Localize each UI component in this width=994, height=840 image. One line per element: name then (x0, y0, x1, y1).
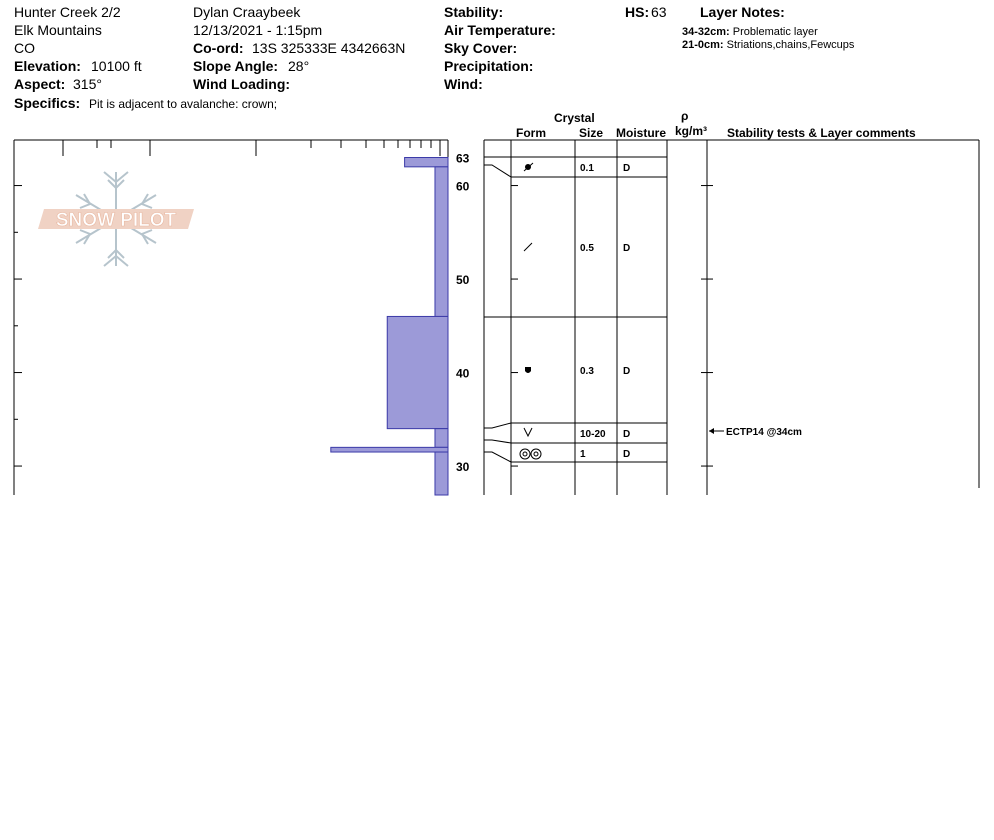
observation-datetime: 12/13/2021 - 1:15pm (193, 22, 323, 38)
hardness-bar (435, 452, 448, 495)
layer-connector (484, 423, 511, 428)
hardness-bar (387, 316, 448, 428)
arrow-head-icon (709, 428, 714, 434)
layer-table (484, 140, 979, 495)
hardness-bar (435, 429, 448, 448)
mountain-range: Elk Mountains (14, 22, 102, 38)
layer-note-range: 34-32cm: (682, 26, 730, 38)
stability-comments-header: Stability tests & Layer comments (727, 126, 916, 140)
precipitation-label: Precipitation: (444, 58, 534, 74)
logo-text: SNOW PILOT (55, 210, 177, 231)
rounded-grain-icon-inner (523, 452, 527, 456)
layer-size: 1 (580, 449, 586, 460)
air-temperature-label: Air Temperature: (444, 22, 556, 38)
hardness-bar (435, 167, 448, 317)
elevation-label: Elevation: (14, 58, 81, 74)
moisture-header: Moisture (616, 126, 667, 140)
layer-size: 0.3 (580, 366, 594, 377)
layer-size: 0.5 (580, 243, 594, 254)
specifics-value: Pit is adjacent to avalanche: crown; (89, 97, 278, 111)
hardness-profile (331, 158, 448, 496)
hardness-bar (405, 158, 448, 167)
location-name: Hunter Creek 2/2 (14, 4, 121, 20)
aspect-label: Aspect: (14, 76, 66, 92)
layer-moisture: D (623, 243, 631, 254)
sky-cover-label: Sky Cover: (444, 40, 518, 56)
layer-moisture: D (623, 163, 631, 174)
hardness-axes (14, 140, 448, 495)
layer-size: 10-20 (580, 429, 606, 440)
rounded-grain-icon (520, 449, 530, 459)
layer-notes-title: Layer Notes: (700, 4, 785, 20)
aspect-value: 315° (73, 76, 102, 92)
state: CO (14, 40, 35, 56)
depth-tick-label: 30 (456, 460, 470, 475)
depth-axis (456, 152, 470, 475)
coord-label: Co-ord: (193, 40, 244, 56)
form-header: Form (516, 126, 546, 140)
elevation-value: 10100 ft (91, 58, 142, 74)
layer-size: 0.1 (580, 163, 594, 174)
hs-label: HS: (625, 4, 650, 20)
wind-label: Wind: (444, 76, 483, 92)
depth-tick-label: 60 (456, 179, 470, 194)
slope-angle-value: 28° (288, 58, 310, 74)
coord-value: 13S 325333E 4342663N (252, 40, 406, 56)
decomposing-fragments-icon (524, 243, 532, 251)
depth-tick-label: 40 (456, 366, 470, 381)
depth-tick-label: 50 (456, 273, 470, 288)
rounded-grain-icon (531, 449, 541, 459)
stability-label: Stability: (444, 4, 504, 20)
layer-note-range: 21-0cm: (682, 39, 724, 51)
rho-header: ρ (681, 109, 689, 123)
layer-moisture: D (623, 366, 631, 377)
crystal-header: Crystal (554, 111, 595, 125)
layer-connector (484, 165, 511, 177)
specifics-label: Specifics: (14, 95, 81, 111)
stability-tests (709, 427, 802, 438)
slope-angle-label: Slope Angle: (193, 58, 279, 74)
size-header: Size (579, 126, 604, 140)
layer-moisture: D (623, 429, 631, 440)
depth-hoar-icon (524, 428, 532, 436)
depth-tick-label: 63 (456, 151, 470, 166)
faceted-rounding-icon (525, 367, 531, 373)
layer-note-text: Problematic layer (732, 26, 818, 38)
rounded-grain-icon-inner (534, 452, 538, 456)
density-unit-header: kg/m³ (675, 124, 708, 138)
layer-connector (484, 452, 511, 462)
layer-moisture: D (623, 449, 631, 460)
observer-name: Dylan Craaybeek (193, 4, 301, 20)
hs-value: 63 (651, 4, 667, 20)
layer-connector (484, 440, 511, 443)
stability-test-result: ECTP14 @34cm (726, 427, 802, 438)
wind-loading-label: Wind Loading: (193, 76, 291, 92)
hardness-bar (331, 447, 448, 452)
layer-note-text: Striations,chains,Fewcups (726, 39, 855, 51)
